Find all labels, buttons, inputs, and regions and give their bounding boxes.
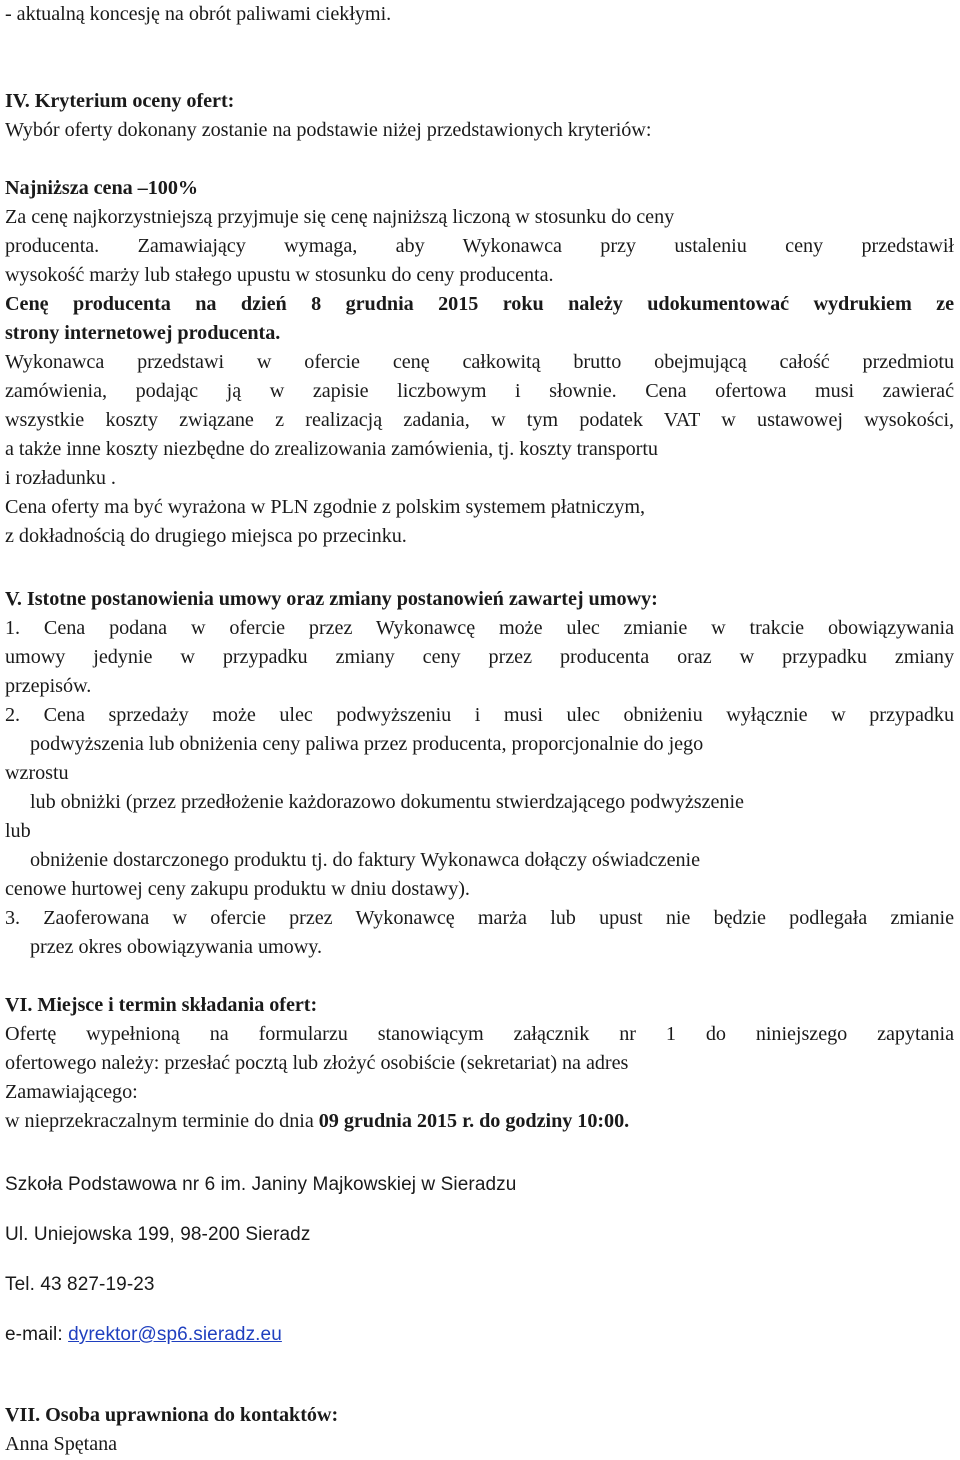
text-line: Za cenę najkorzystniejszą przyjmuje się cenę najniższą liczoną w stosunku do ceny — [5, 206, 675, 228]
text-line: Ofertę wypełnioną na formularzu stanowiącym załącznik nr 1 do niniejszego zapytania — [5, 1023, 954, 1045]
text-line: producenta. Zamawiający wymaga, aby Wykonawca przy ustaleniu ceny przedstawił — [5, 235, 954, 257]
text-line: przepisów. — [5, 675, 92, 697]
text-line: lub obniżki (przez przedłożenie każdorazowo dokumentu stwierdzającego podwyższenie — [30, 791, 744, 813]
list-item-1: 1. Cena podana w ofercie przez Wykonawcę może ulec zmianie w trakcie obowiązywania — [5, 617, 954, 639]
section-heading-vii: VII. Osoba uprawniona do kontaktów: — [5, 1404, 339, 1426]
list-item-3: 3. Zaoferowana w ofercie przez Wykonawcę marża lub upust nie będzie podlegała zmianie — [5, 907, 954, 929]
text-line: - aktualną koncesję na obrót paliwami ciekłymi. — [5, 3, 392, 25]
text-line: Zamawiającego: — [5, 1081, 138, 1103]
email-line — [5, 1320, 954, 1349]
email-link[interactable]: dyrektor@sp6.sieradz.eu — [68, 1324, 282, 1345]
text-line: podwyższenia lub obniżenia ceny paliwa przez producenta, proporcjonalnie do jego — [30, 733, 704, 755]
deadline-date: 09 grudnia 2015 r. do godziny 10:00. — [318, 1110, 630, 1132]
criterion-heading: Najniższa cena –100% — [5, 177, 198, 199]
text-line: a także inne koszty niezbędne do zrealizowania zamówienia, tj. koszty transportu — [5, 438, 658, 460]
text-line: lub — [5, 820, 31, 842]
text-line: przez okres obowiązywania umowy. — [30, 936, 322, 958]
list-item-2: 2. Cena sprzedaży może ulec podwyższeniu i musi ulec obniżeniu wyłącznie w przypadku — [5, 704, 954, 726]
text-line: Cena oferty ma być wyrażona w PLN zgodnie z polskim systemem płatniczym, — [5, 496, 645, 518]
bold-note-line: strony internetowej producenta. — [5, 322, 281, 344]
text-line: umowy jedynie w przypadku zmiany ceny przez producenta oraz w przypadku zmiany — [5, 646, 954, 668]
section-heading-iv: IV. Kryterium oceny ofert: — [5, 90, 235, 112]
text-line: wzrostu — [5, 762, 69, 784]
text-line: ofertowego należy: przesłać pocztą lub złożyć osobiście (sekretariat) na adres — [5, 1052, 629, 1074]
section-heading-v: V. Istotne postanowienia umowy oraz zmiany postanowień zawartej umowy: — [5, 588, 658, 610]
email-label: e-mail: — [5, 1324, 69, 1345]
text-line: obniżenie dostarczonego produktu tj. do faktury Wykonawca dołączy oświadczenie — [30, 849, 700, 871]
text-line: Wybór oferty dokonany zostanie na podstawie niżej przedstawionych kryteriów: — [5, 119, 652, 141]
text-line: wysokość marży lub stałego upustu w stosunku do ceny producenta. — [5, 264, 554, 286]
text-line: wszystkie koszty związane z realizacją zadania, w tym podatek VAT w ustawowej wysokości, — [5, 409, 954, 431]
phone-number: Tel. 43 827-19-23 — [5, 1274, 155, 1295]
text-line: cenowe hurtowej ceny zakupu produktu w dniu dostawy). — [5, 878, 470, 900]
bold-note-line: Cenę producenta na dzień 8 grudnia 2015 roku należy udokumentować wydrukiem ze — [5, 293, 954, 315]
school-address: Ul. Uniejowska 199, 98-200 Sieradz — [5, 1224, 311, 1245]
text-line: Wykonawca przedstawi w ofercie cenę całkowitą brutto obejmującą całość przedmiotu — [5, 351, 954, 373]
contact-person: Anna Spętana — [5, 1433, 118, 1455]
deadline-line — [5, 1107, 954, 1136]
deadline-intro: w nieprzekraczalnym terminie do dnia — [5, 1110, 319, 1132]
section-heading-vi: VI. Miejsce i termin składania ofert: — [5, 994, 318, 1016]
school-name: Szkoła Podstawowa nr 6 im. Janiny Majkowskiej w Sieradzu — [5, 1174, 517, 1195]
text-line: i rozładunku . — [5, 467, 116, 489]
text-line: z dokładnością do drugiego miejsca po przecinku. — [5, 525, 407, 547]
text-line: zamówienia, podając ją w zapisie liczbowym i słownie. Cena ofertowa musi zawierać — [5, 380, 954, 402]
